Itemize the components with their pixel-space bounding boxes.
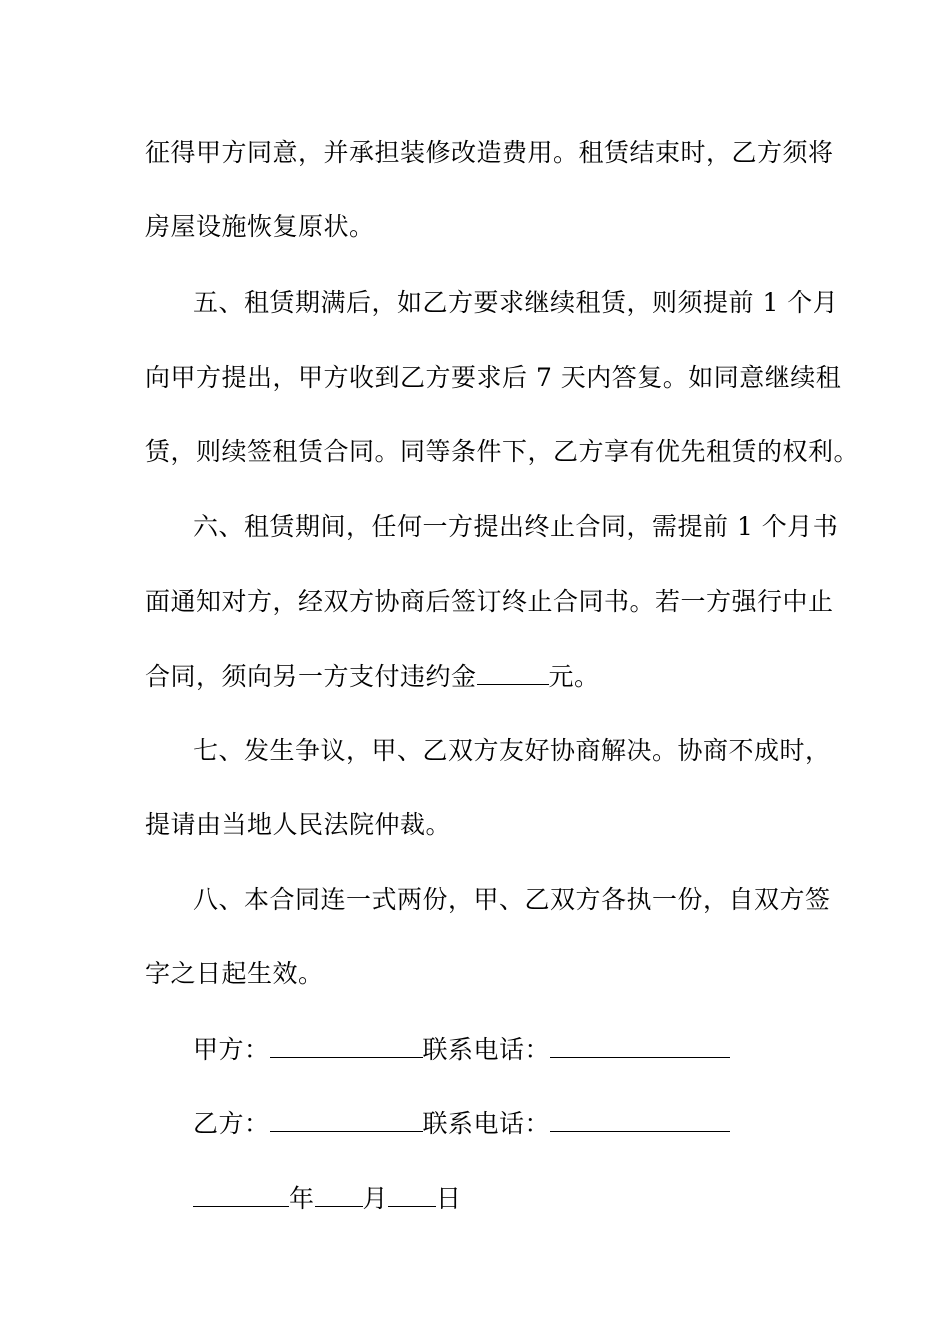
party-a-name-blank[interactable]	[270, 1029, 423, 1058]
year-label: 年	[289, 1184, 315, 1213]
paragraph-line: 房屋设施恢复原状。	[145, 212, 375, 241]
party-a-phone-label: 联系电话：	[422, 1035, 551, 1064]
penalty-line	[145, 656, 810, 696]
party-a-phone-blank[interactable]	[550, 1029, 730, 1058]
month-label: 月	[362, 1184, 389, 1213]
day-blank[interactable]	[388, 1178, 436, 1207]
party-b-signature-line	[193, 1103, 813, 1143]
party-b-phone-label: 联系电话：	[422, 1109, 551, 1138]
penalty-amount-blank[interactable]	[477, 656, 549, 685]
party-a-signature-line	[193, 1029, 813, 1069]
date-line	[193, 1178, 813, 1218]
day-label: 日	[436, 1184, 462, 1213]
penalty-text: 合同，须向另一方支付违约金	[145, 662, 477, 691]
clause-seven-line: 七、发生争议，甲、乙双方友好协商解决。协商不成时，	[193, 736, 831, 765]
paragraph-line: 面通知对方，经双方协商后签订终止合同书。若一方强行中止	[145, 587, 834, 616]
party-b-phone-blank[interactable]	[550, 1103, 730, 1132]
paragraph-line: 征得甲方同意，并承担装修改造费用。租赁结束时，乙方须将	[145, 138, 834, 167]
month-blank[interactable]	[315, 1178, 363, 1207]
penalty-unit: 元。	[548, 662, 600, 691]
year-blank[interactable]	[193, 1178, 289, 1207]
paragraph-line: 提请由当地人民法院仲裁。	[145, 810, 452, 839]
clause-five-line: 五、租赁期满后，如乙方要求继续租赁，则须提前 1 个月	[193, 288, 839, 317]
party-b-label: 乙方：	[193, 1109, 270, 1138]
party-a-label: 甲方：	[193, 1035, 270, 1064]
paragraph-line: 向甲方提出，甲方收到乙方要求后 7 天内答复。如同意继续租	[145, 363, 842, 392]
paragraph-line: 赁，则续签租赁合同。同等条件下，乙方享有优先租赁的权利。	[145, 437, 860, 466]
clause-eight-line: 八、本合同连一式两份，甲、乙双方各执一份，自双方签	[193, 885, 831, 914]
clause-six-line: 六、租赁期间，任何一方提出终止合同，需提前 1 个月书	[193, 512, 839, 541]
paragraph-line: 字之日起生效。	[145, 959, 324, 988]
party-b-name-blank[interactable]	[270, 1103, 423, 1132]
